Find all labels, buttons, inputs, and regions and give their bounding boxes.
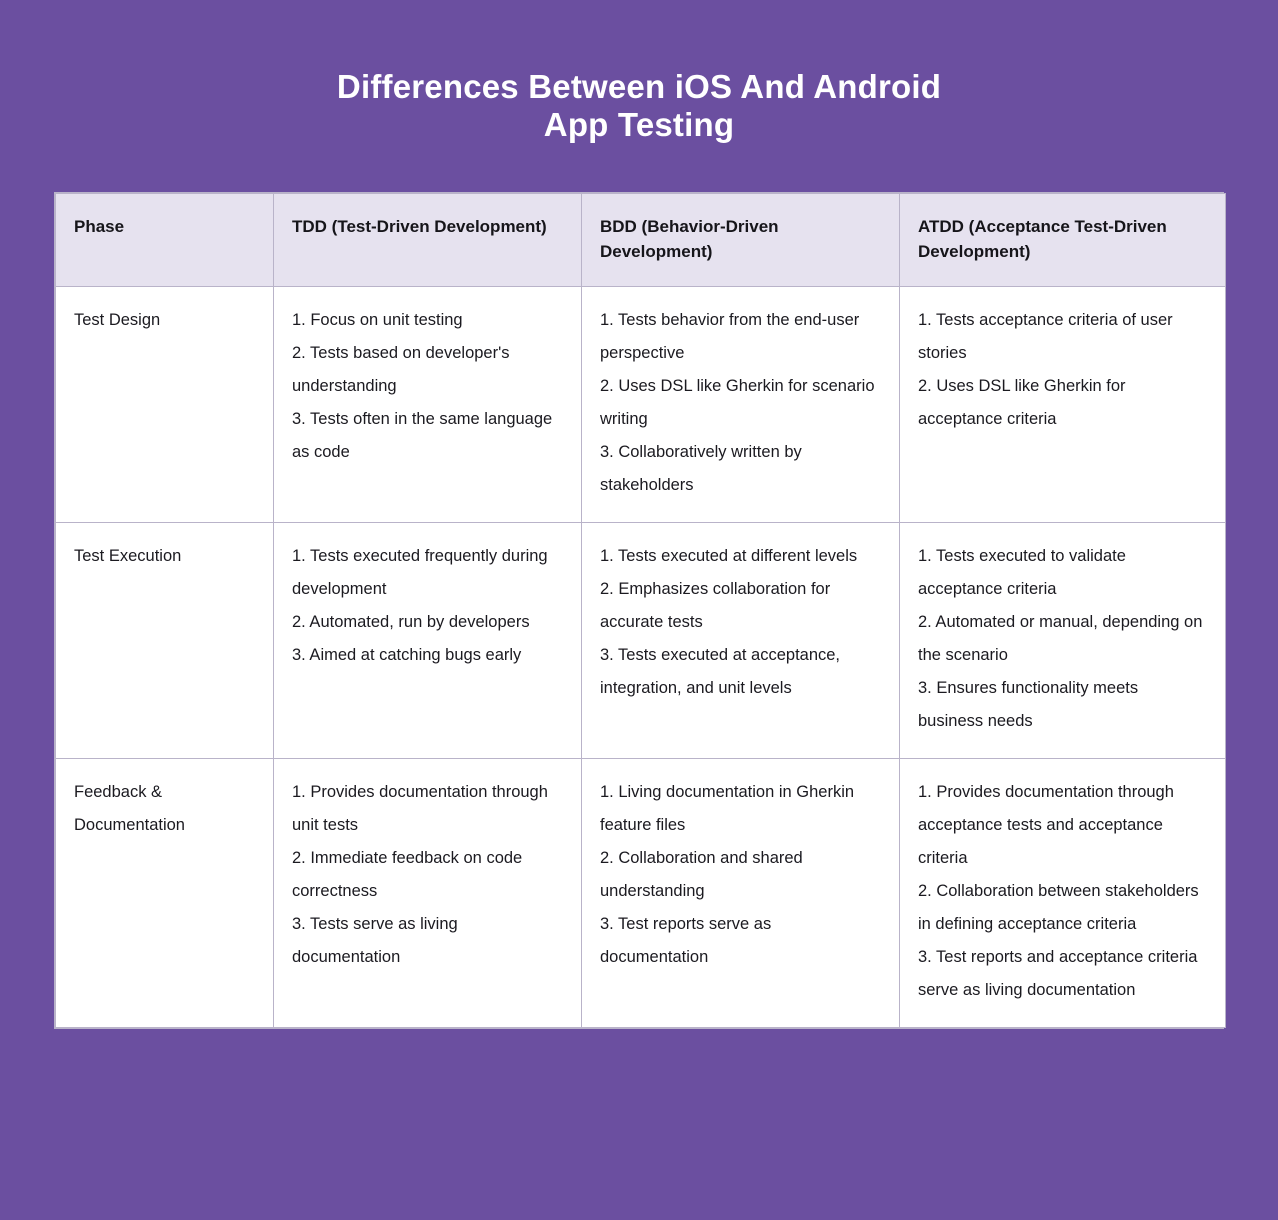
cell-bdd <box>582 287 900 523</box>
list-item: 2. Collaboration between stakeholders in defining acceptance criteria <box>918 882 1199 933</box>
cell-tdd <box>274 287 582 523</box>
list-item: 3. Ensures functionality meets business needs <box>918 679 1139 730</box>
list-item: 1. Tests executed frequently during development <box>292 547 548 598</box>
list-item: 2. Tests based on developer's understanding <box>292 344 510 395</box>
list-item: 2. Automated or manual, depending on the scenario <box>918 613 1203 664</box>
list-item: 1. Focus on unit testing <box>292 311 463 329</box>
column-header-phase: Phase <box>56 194 274 287</box>
title-line-2: App Testing <box>543 106 735 143</box>
cell-phase: Test Execution <box>56 523 274 759</box>
cell-phase: Feedback & Documentation <box>56 759 274 1028</box>
table-row <box>56 287 1226 523</box>
table-row <box>56 523 1226 759</box>
list-item: 1. Tests executed at different levels <box>600 547 858 565</box>
column-header-bdd: BDD (Behavior-Driven Development) <box>582 194 900 287</box>
list-item: 1. Provides documentation through acceptance tests and acceptance criteria <box>918 783 1174 867</box>
column-header-tdd: TDD (Test-Driven Development) <box>274 194 582 287</box>
list-item: 1. Provides documentation through unit tests <box>292 783 548 834</box>
comparison-table <box>55 193 1226 1028</box>
cell-atdd <box>900 287 1226 523</box>
list-item: 3. Test reports serve as documentation <box>600 915 772 966</box>
column-header-atdd: ATDD (Acceptance Test-Driven Development) <box>900 194 1226 287</box>
list-item: 3. Tests serve as living documentation <box>292 915 458 966</box>
cell-bdd <box>582 523 900 759</box>
cell-tdd <box>274 523 582 759</box>
list-item: 1. Tests executed to validate acceptance criteria <box>918 547 1126 598</box>
table-row <box>56 759 1226 1028</box>
cell-atdd <box>900 523 1226 759</box>
list-item: 3. Collaboratively written by stakeholders <box>600 443 802 494</box>
list-item: 1. Tests acceptance criteria of user stories <box>918 311 1173 362</box>
table-body <box>56 287 1226 1028</box>
list-item: 1. Living documentation in Gherkin feature files <box>600 783 855 834</box>
list-item: 3. Aimed at catching bugs early <box>292 646 522 664</box>
title-line-1: Differences Between iOS And Android <box>336 68 942 105</box>
cell-bdd <box>582 759 900 1028</box>
list-item: 3. Tests often in the same language as code <box>292 410 553 461</box>
list-item: 2. Automated, run by developers <box>292 613 530 631</box>
cell-tdd <box>274 759 582 1028</box>
cell-atdd <box>900 759 1226 1028</box>
list-item: 2. Emphasizes collaboration for accurate tests <box>600 580 831 631</box>
list-item: 2. Uses DSL like Gherkin for scenario writing <box>600 377 875 428</box>
table-header-row <box>56 194 1226 287</box>
page-title <box>0 0 1278 144</box>
comparison-table-container <box>54 192 1224 1029</box>
table-header <box>56 194 1226 287</box>
list-item: 2. Immediate feedback on code correctness <box>292 849 523 900</box>
cell-phase: Test Design <box>56 287 274 523</box>
list-item: 1. Tests behavior from the end-user perspective <box>600 311 860 362</box>
list-item: 2. Uses DSL like Gherkin for acceptance criteria <box>918 377 1126 428</box>
list-item: 3. Tests executed at acceptance, integration, and unit levels <box>600 646 841 697</box>
list-item: 3. Test reports and acceptance criteria serve as living documentation <box>918 948 1198 999</box>
list-item: 2. Collaboration and shared understanding <box>600 849 803 900</box>
